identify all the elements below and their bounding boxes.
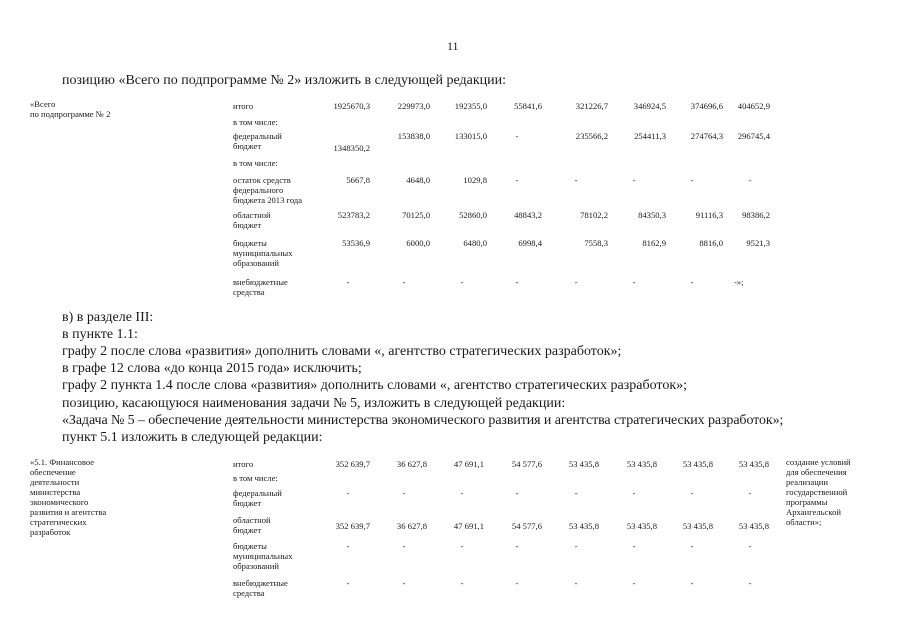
table-cell: - [402, 541, 406, 551]
table-cell: - [346, 578, 350, 588]
table-cell: 54 577,6 [511, 459, 542, 469]
table-cell: - [460, 277, 464, 287]
table-cell: - [346, 277, 350, 287]
table-cell: 374696,6 [690, 101, 723, 111]
table-cell: - [460, 488, 464, 498]
table-cell: 321226,7 [575, 101, 608, 111]
table-cell: 523783,2 [337, 210, 370, 220]
table-cell: - [574, 541, 578, 551]
table-cell: 352 639,7 [335, 459, 370, 469]
table-cell: 133015,0 [454, 131, 487, 141]
row-label: в том числе: [233, 473, 278, 483]
table-cell: 70125,0 [402, 210, 430, 220]
table-cell: 346924,5 [633, 101, 666, 111]
text-line: в графе 12 слова «до конца 2015 года» исключить; [62, 361, 362, 376]
table-cell: - [346, 541, 350, 551]
table-cell: 235566,2 [575, 131, 608, 141]
table-cell: - [402, 277, 406, 287]
table1-row-header: «Всего по подпрограмме № 2 [30, 99, 111, 119]
table2-result-text: создание условий для обеспечения реализации государственной программы Архангельской области»; [786, 457, 851, 527]
table-cell: - [515, 131, 519, 141]
table-cell: 8162,9 [642, 238, 666, 248]
table-cell: - [515, 277, 519, 287]
table-cell: - [402, 578, 406, 588]
row-label: итого [233, 101, 254, 111]
table-cell: 5667,8 [346, 175, 370, 185]
table-cell: 9521,3 [746, 238, 770, 248]
table-cell: 78102,2 [580, 210, 608, 220]
table-cell: 36 627,8 [396, 521, 427, 531]
table-cell: 53 435,8 [626, 521, 657, 531]
table-cell: 53 435,8 [738, 521, 769, 531]
table-cell: - [402, 488, 406, 498]
page-number: 11 [447, 39, 459, 53]
table-cell: 229973,0 [397, 101, 430, 111]
intro-line: позицию «Всего по подпрограмме № 2» изложить в следующей редакции: [62, 73, 507, 88]
table-cell: 47 691,1 [453, 459, 484, 469]
table-cell: - [748, 488, 752, 498]
table-cell: 1925670,3 [333, 101, 370, 111]
table-cell: 52860,0 [459, 210, 487, 220]
table-cell: 274764,3 [690, 131, 723, 141]
text-line: графу 2 после слова «развития» дополнить словами «, агентство стратегических разработок»; [62, 344, 622, 359]
table-cell: 1348350,2 [333, 143, 370, 153]
table-cell: 53 435,8 [626, 459, 657, 469]
text-line: «Задача № 5 – обеспечение деятельности министерства экономического развития и агентства стратегических разработок»; [62, 413, 784, 428]
table-cell: 53536,9 [342, 238, 370, 248]
table-cell: 36 627,8 [396, 459, 427, 469]
table-cell: 254411,3 [634, 131, 666, 141]
row-label: остаток средств федерального бюджета 2013 года [233, 175, 303, 205]
text-line: в) в разделе III: [62, 310, 154, 325]
table-cell: 53 435,8 [738, 459, 769, 469]
table-cell: - [574, 578, 578, 588]
table-cell: 153838,0 [397, 131, 430, 141]
table-cell: - [632, 277, 636, 287]
table-cell: - [690, 578, 694, 588]
table-cell: 53 435,8 [682, 459, 713, 469]
table-cell: - [748, 578, 752, 588]
table-cell: - [574, 175, 578, 185]
table-cell: 6998,4 [518, 238, 542, 248]
table-cell: - [748, 541, 752, 551]
table-cell: 47 691,1 [453, 521, 484, 531]
table-cell: 352 639,7 [335, 521, 370, 531]
table-cell: - [690, 277, 694, 287]
table-cell: - [574, 277, 578, 287]
table-cell: - [632, 488, 636, 498]
text-line: пункт 5.1 изложить в следующей редакции: [62, 430, 323, 445]
table-cell: 7558,3 [584, 238, 608, 248]
table-cell: 1029,8 [463, 175, 487, 185]
table-cell: 192355,0 [454, 101, 487, 111]
table-cell: - [574, 488, 578, 498]
table-cell: - [460, 578, 464, 588]
table-cell: 54 577,6 [511, 521, 542, 531]
table-cell: 53 435,8 [682, 521, 713, 531]
row-label: бюджеты муниципальных образований [233, 238, 293, 268]
table-cell: 48843,2 [514, 210, 542, 220]
row-label: внебюджетные средства [233, 578, 288, 598]
row-label: федеральный бюджет [233, 488, 282, 508]
row-label: областной бюджет [233, 210, 271, 230]
row-label: в том числе: [233, 117, 278, 127]
table-cell: - [515, 578, 519, 588]
table-cell: - [690, 175, 694, 185]
table-cell: 53 435,8 [568, 459, 599, 469]
row-label: в том числе: [233, 158, 278, 168]
table-cell: 6000,0 [406, 238, 430, 248]
table-cell: - [690, 541, 694, 551]
table-cell: - [515, 175, 519, 185]
row-label: федеральный бюджет [233, 131, 282, 151]
table-cell: 98386,2 [742, 210, 770, 220]
text-line: позицию, касающуюся наименования задачи № 5, изложить в следующей редакции: [62, 396, 566, 411]
table-cell: 91116,3 [695, 210, 723, 220]
table-cell: 4648,0 [406, 175, 430, 185]
row-label: итого [233, 459, 254, 469]
table-cell: 53 435,8 [568, 521, 599, 531]
table-cell: - [346, 488, 350, 498]
table-cell: 55841,6 [514, 101, 542, 111]
row-label: внебюджетные средства [233, 277, 288, 297]
table-cell: 404652,9 [737, 101, 770, 111]
table-cell: - [748, 175, 752, 185]
text-line: графу 2 пункта 1.4 после слова «развития» дополнить словами «, агентство стратегических разработок»; [62, 378, 688, 393]
table-cell: - [515, 541, 519, 551]
table-cell: 8816,0 [699, 238, 723, 248]
table-cell: 6480,0 [463, 238, 487, 248]
table2-row-header: «5.1. Финансовое обеспечение деятельности министерства экономического развития и агентства стратегических разработок [30, 457, 107, 537]
table-cell: -»; [734, 277, 744, 287]
table-cell: - [690, 488, 694, 498]
table-cell: - [515, 488, 519, 498]
row-label: областной бюджет [233, 515, 271, 535]
row-label: бюджеты муниципальных образований [233, 541, 293, 571]
table-cell: 296745,4 [737, 131, 770, 141]
text-line: в пункте 1.1: [62, 327, 138, 342]
table-cell: 84350,3 [638, 210, 666, 220]
table-cell: - [632, 175, 636, 185]
table-cell: - [632, 541, 636, 551]
table-cell: - [460, 541, 464, 551]
table-cell: - [632, 578, 636, 588]
